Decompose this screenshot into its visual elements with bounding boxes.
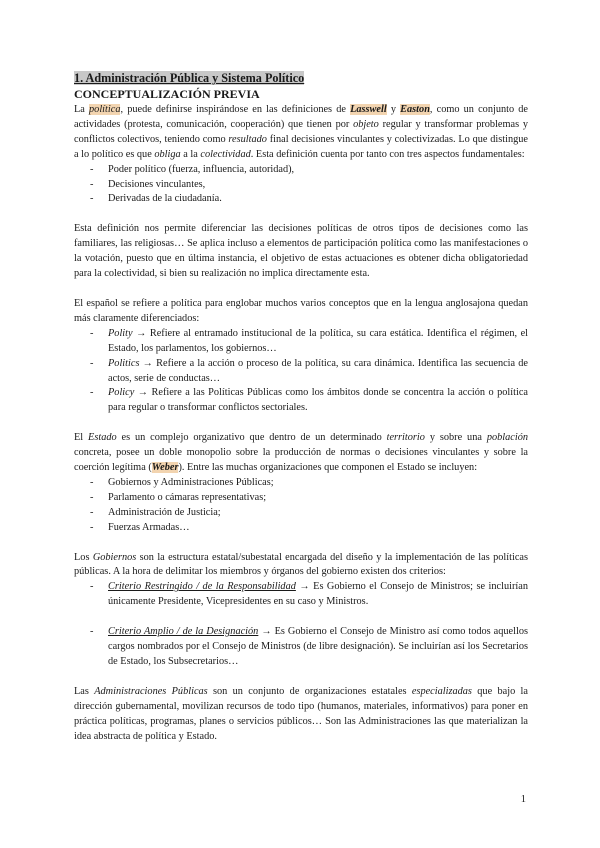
list-criteria <box>74 580 528 670</box>
section-heading: 1. Administración Pública y Sistema Político <box>74 71 305 85</box>
list-item: - Derivadas de la ciudadanía. <box>74 192 528 207</box>
page-number: 1 <box>520 794 526 805</box>
list-item: - Polity → Refiere al entramado institucional de la política, su cara estática. Identifica el régimen, el Estado, los parlamentos, los gobiernos… <box>74 327 528 357</box>
list-aspects <box>74 163 528 208</box>
paragraph-gobiernos: Los Gobiernos son la estructura estatal/subestatal encargada del diseño y la implementación de las políticas públicas. A la hora de delimitar los miembros y órganos del gobierno existen dos criterios: <box>74 551 528 578</box>
paragraph-estado: El Estado es un complejo organizativo que dentro de un determinado territorio y sobre una población concreta, posee un doble monopolio sobre la producción de normas o decisiones vinculantes y sobre la coerción legítima (Weber). Entre las muchas organizaciones que componen el Estado se incluyen: <box>74 432 528 474</box>
highlight-weber: Weber <box>151 462 179 474</box>
document-body <box>74 70 528 745</box>
list-item: - Criterio Restringido / de la Responsabilidad → Es Gobierno el Consejo de Ministros; se incluirían únicamente Presidente, Vicepresidentes en su caso y Ministros. <box>74 580 528 610</box>
list-organizations <box>74 476 528 536</box>
list-item: - Decisiones vinculantes, <box>74 178 528 193</box>
list-item: - Policy → Refiere a las Políticas Públicas como los ámbitos donde se concentra la acción o política para regular o transformar conflictos sectoriales. <box>74 386 528 416</box>
list-item: - Administración de Justicia; <box>74 506 528 521</box>
list-item: - Politics → Refiere a la acción o proceso de la política, su cara dinámica. Identifica las secuencia de actos, serie de conductas… <box>74 357 528 387</box>
paragraph-politica: La política, puede definirse inspirándose en las definiciones de Lasswell y Easton, como un conjunto de actividades (protesta, comunicación, cooperación) que tienen por objeto regular y transformar problemas y conflictos colectivos, teniendo como resultado final decisiones vinculantes y colectivizadas. Lo que distingue a lo político es que obliga a la colectividad. Esta definición cuenta por tanto con tres aspectos fundamentales: <box>74 104 529 160</box>
list-item: - Poder político (fuerza, influencia, autoridad), <box>74 163 528 178</box>
section-subheading: CONCEPTUALIZACIÓN PREVIA <box>74 87 260 101</box>
highlight-easton: Easton <box>400 104 430 115</box>
list-item: - Fuerzas Armadas… <box>74 521 528 536</box>
paragraph-definition: Esta definición nos permite diferenciar las decisiones políticas de otros tipos de decisiones como las familiares, las religiosas… Se aplica incluso a elementos de participación política como las manifestaciones o la votación, puesto que en última instancia, el objetivo de estas actuaciones es obtener dicha obligatoriedad para la colectividad, si bien su realización no implica directamente esta. <box>74 223 528 280</box>
paragraph-administraciones: Las Administraciones Públicas son un conjunto de organizaciones estatales especializadas que bajo la dirección gubernamental, movilizan recursos de todo tipo (humanos, materiales, informativos) para poner en práctica políticas, programas, planes o servicios públicos… Son las Administraciones las que materializan la idea abstracta de política y Estado. <box>74 685 528 742</box>
list-polity <box>74 327 528 416</box>
list-item: - Parlamento o cámaras representativas; <box>74 491 528 506</box>
list-item: - Criterio Amplio / de la Designación → Es Gobierno el Consejo de Ministro así como todos aquellos cargos nombrados por el Consejo de Ministros (de libre designación). Se incluirían así los Secretarios de Estado, los Subsecretarios… <box>74 625 528 670</box>
paragraph-espanol: El español se refiere a política para englobar muchos varios conceptos que en la lengua anglosajona quedan más claramente diferenciados: <box>74 297 528 324</box>
highlight-lasswell: Lasswell <box>350 104 387 115</box>
list-item: - Gobiernos y Administraciones Públicas; <box>74 476 528 491</box>
